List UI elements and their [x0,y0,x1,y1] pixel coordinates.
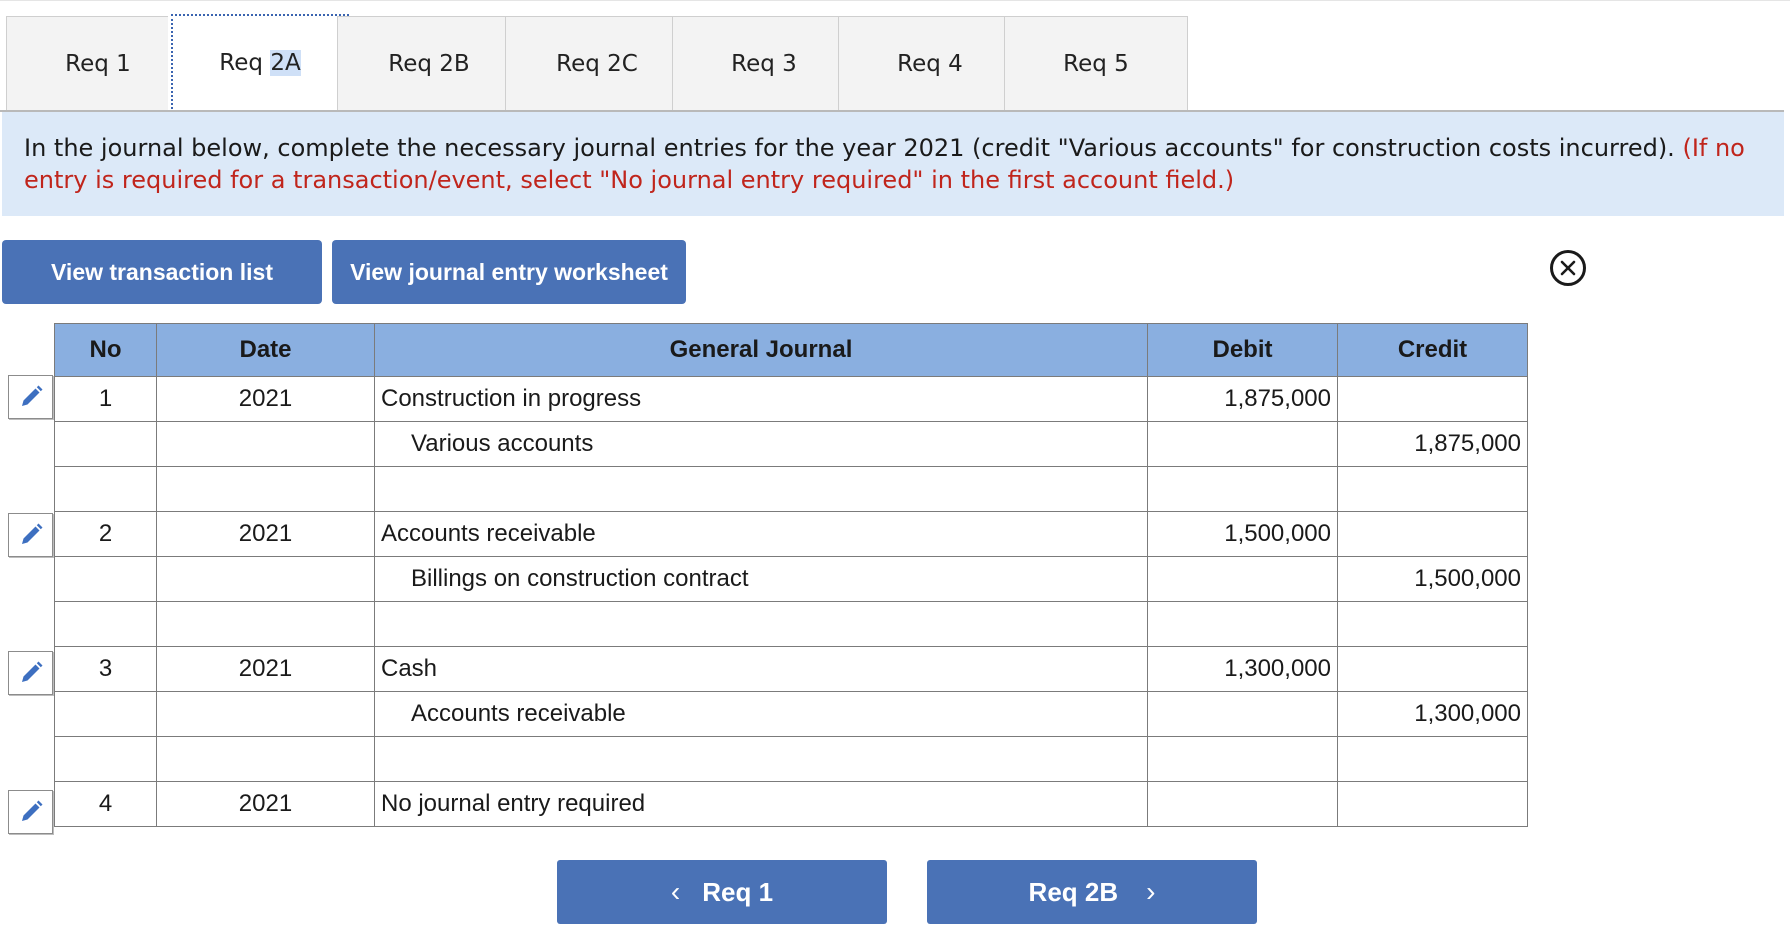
cell-debit [1148,782,1338,827]
edit-entry-4-button[interactable] [8,790,53,834]
tab-req-2c[interactable] [505,16,689,110]
table-row [55,422,1528,467]
tab-req-3[interactable] [672,16,856,110]
pencil-icon [18,660,44,686]
cell-credit [1338,647,1528,692]
cell-account: Cash [375,647,1148,692]
pencil-icon [18,384,44,410]
chevron-right-icon: › [1146,876,1156,907]
cell-account: Accounts receivable [375,512,1148,557]
table-row [55,647,1528,692]
cell-account: No journal entry required [375,782,1148,827]
close-x-glyph [1559,259,1577,277]
cell-credit: 1,300,000 [1338,692,1528,737]
cell-debit: 1,875,000 [1148,377,1338,422]
header-no: No [55,324,157,377]
cell-debit: 1,500,000 [1148,512,1338,557]
cell-account [375,467,1148,512]
cell-credit [1338,602,1528,647]
cell-date [157,602,375,647]
table-row [55,467,1528,512]
cell-date [157,557,375,602]
cell-credit [1338,512,1528,557]
header-debit: Debit [1148,324,1338,377]
table-row [55,602,1528,647]
instructions-note: (If no entry is required for a transaction/event, select "No journal entry required" in the first account field.) [24,134,1745,194]
cell-date [157,737,375,782]
view-transaction-list-button[interactable] [2,240,322,304]
cell-no [55,467,157,512]
cell-date [157,422,375,467]
close-icon[interactable] [1550,250,1586,286]
edit-entry-2-button[interactable] [8,513,53,557]
next-req-2b-button[interactable] [927,860,1257,924]
table-header-row [55,324,1528,377]
cell-debit [1148,422,1338,467]
cell-date: 2021 [157,782,375,827]
tab-label: Req 5 [1063,50,1129,77]
tab-focus-outline [171,14,349,113]
tab-label-selected-text: 2A [270,49,301,76]
tab-req-2b[interactable] [337,16,521,110]
instructions-text: In the journal below, complete the necessary journal entries for the year 2021 (credit "Various accounts" for construction costs incurred). [24,134,1675,162]
edit-entry-1-button[interactable] [8,375,53,419]
header-credit: Credit [1338,324,1528,377]
edit-entry-3-button[interactable] [8,651,53,695]
cell-account [375,602,1148,647]
cell-date [157,692,375,737]
cell-no [55,737,157,782]
cell-credit: 1,875,000 [1338,422,1528,467]
cell-no: 1 [55,377,157,422]
pencil-icon [18,799,44,825]
table-row [55,692,1528,737]
cell-account [375,737,1148,782]
cell-date: 2021 [157,512,375,557]
button-label: View journal entry worksheet [350,258,668,285]
cell-date: 2021 [157,377,375,422]
tab-label: Req 2B [388,50,470,77]
tab-req-5[interactable] [1004,16,1188,110]
cell-debit [1148,467,1338,512]
tab-label: Req 3 [731,50,797,77]
table-row [55,512,1528,557]
cell-no [55,422,157,467]
cell-debit [1148,602,1338,647]
cell-debit: 1,300,000 [1148,647,1338,692]
cell-debit [1148,557,1338,602]
cell-credit [1338,377,1528,422]
tab-req-1[interactable] [6,16,190,110]
top-divider [0,0,1790,1]
tab-label: Req 4 [897,50,963,77]
cell-account: Construction in progress [375,377,1148,422]
cell-no [55,602,157,647]
cell-account: Accounts receivable [375,692,1148,737]
table-row [55,557,1528,602]
tab-label: Req 2C [556,50,638,77]
cell-no [55,557,157,602]
tab-label: Req [219,49,271,76]
cell-date: 2021 [157,647,375,692]
button-label: View transaction list [51,258,273,285]
pencil-icon [18,522,44,548]
cell-account: Various accounts [375,422,1148,467]
view-journal-entry-worksheet-button[interactable] [332,240,686,304]
header-general-journal: General Journal [375,324,1148,377]
cell-no: 3 [55,647,157,692]
cell-no [55,692,157,737]
button-label: Req 1 [702,876,774,907]
table-row [55,737,1528,782]
cell-credit [1338,737,1528,782]
general-journal-table [54,323,1528,827]
instructions-panel [2,112,1784,216]
tab-req-2a[interactable] [168,12,352,113]
prev-req-1-button[interactable] [557,860,887,924]
table-row [55,782,1528,827]
requirement-tabs [0,0,1790,112]
tab-req-4[interactable] [838,16,1022,110]
tab-label: Req 1 [65,50,131,77]
chevron-left-icon: ‹ [670,876,681,907]
cell-debit [1148,737,1338,782]
cell-no: 2 [55,512,157,557]
cell-debit [1148,692,1338,737]
button-label: Req 2B [1028,876,1119,907]
cell-credit [1338,782,1528,827]
cell-account: Billings on construction contract [375,557,1148,602]
cell-credit: 1,500,000 [1338,557,1528,602]
cell-date [157,467,375,512]
table-row [55,377,1528,422]
header-date: Date [157,324,375,377]
cell-credit [1338,467,1528,512]
cell-no: 4 [55,782,157,827]
